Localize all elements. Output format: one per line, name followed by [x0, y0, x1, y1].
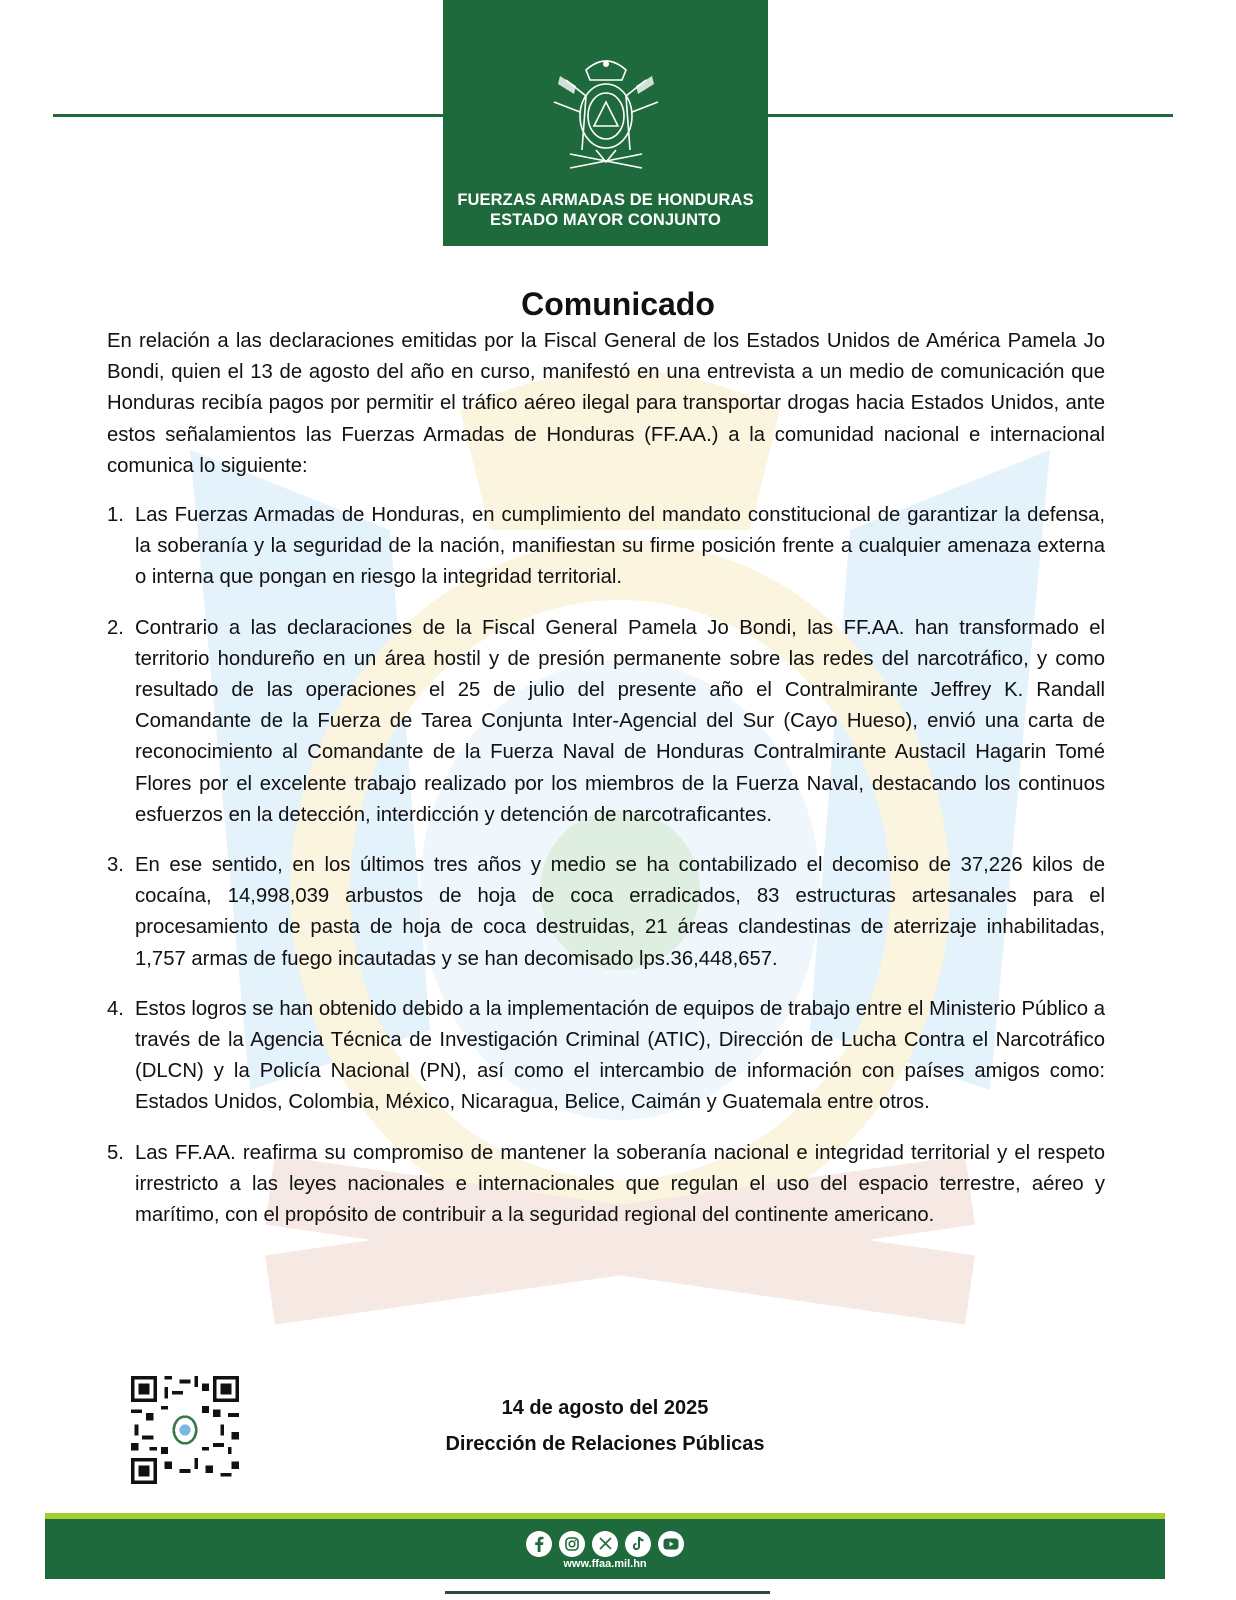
x-icon[interactable] [592, 1531, 618, 1557]
document-body [107, 326, 1105, 1250]
intro-paragraph: En relación a las declaraciones emitidas por la Fiscal General de los Estados Unidos de América Pamela Jo Bondi, quien el 13 de agosto del año en curso, manifestó en una entrevista a un medio de comunicación que Honduras recibía pagos por permitir el tráfico aéreo ilegal para transportar drogas hacia Estados Unidos, ante estos señalamientos las Fuerzas Armadas de Honduras (FF.AA.) a la comunidad nacional e internacional comunica lo siguiente: [107, 330, 1105, 477]
tiktok-icon[interactable] [625, 1531, 651, 1557]
org-name: FUERZAS ARMADAS DE HONDURAS [457, 191, 754, 209]
signature-block [360, 1390, 850, 1462]
qr-code[interactable] [128, 1373, 242, 1487]
header-banner [443, 0, 768, 246]
coat-of-arms-icon [546, 50, 666, 180]
item-number: 4. [107, 997, 124, 1020]
page-title: Comunicado [521, 286, 715, 322]
item-number: 1. [107, 504, 124, 527]
list-item [107, 1138, 1105, 1232]
item-text: Estos logros se han obtenido debido a la implementación de equipos de trabajo entre el Ministerio Público a través de la Agencia Técnica de Investigación Criminal (ATIC), Dirección de Lucha Contra el Narcotráfico (DLCN) y la Policía Nacional (PN), así como el intercambio de información con países amigos como: Estados Unidos, Colombia, México, Nicaragua, Belice, Caimán y Guatemala entre otros. [135, 997, 1105, 1114]
issuing-office: Dirección de Relaciones Públicas [445, 1433, 765, 1455]
statement-list [107, 500, 1105, 1231]
item-number: 5. [107, 1141, 124, 1164]
item-number: 3. [107, 854, 124, 877]
item-text: Las FF.AA. reafirma su compromiso de mantener la soberanía nacional e integridad territorial y el respeto irrestricto a las leyes nacionales e internacionales que regulan el uso del espacio terrestre, aéreo y marítimo, con el propósito de contribuir a la seguridad regional del continente americano. [135, 1141, 1105, 1227]
document-date: 14 de agosto del 2025 [501, 1397, 709, 1419]
social-icons [526, 1531, 684, 1557]
instagram-icon[interactable] [559, 1531, 585, 1557]
org-subname: ESTADO MAYOR CONJUNTO [490, 211, 721, 229]
list-item [107, 500, 1105, 594]
footer-bar [45, 1519, 1165, 1579]
footer-bottom-rule [445, 1591, 770, 1594]
website-link[interactable]: www.ffaa.mil.hn [563, 1557, 647, 1570]
item-text: En ese sentido, en los últimos tres años y medio se ha contabilizado el decomiso de 37,226 kilos de cocaína, 14,998,039 arbustos de hoja de coca erradicados, 83 estructuras artesanales para el procesamiento de pasta de hoja de coca destruidas, 21 áreas clandestinas de aterrizaje inhabilitadas, 1,757 armas de fuego incautadas y se han decomisado lps.36,448,657. [135, 854, 1105, 970]
item-number: 2. [107, 616, 124, 639]
item-text: Contrario a las declaraciones de la Fiscal General Pamela Jo Bondi, las FF.AA. han transformado el territorio hondureño en un área hostil y de presión permanente sobre las redes del narcotráfico, y como resultado de las operaciones el 25 de julio del presente año el Contralmirante Jeffrey K. Randall Comandante de la Fuerza de Tarea Conjunta Inter-Agencial del Sur (Cayo Hueso), envió una carta de reconocimiento al Comandante de la Fuerza Naval de Honduras Contralmirante Austacil Hagarin Tomé Flores por el excelente trabajo realizado por los miembros de la Fuerza Naval, destacando los continuos esfuerzos en la detección, interdicción y detención de narcotraficantes. [135, 616, 1105, 826]
list-item [107, 850, 1105, 975]
qr-code-icon [131, 1376, 239, 1484]
list-item [107, 613, 1105, 831]
youtube-icon[interactable] [658, 1531, 684, 1557]
item-text: Las Fuerzas Armadas de Honduras, en cumplimiento del mandato constitucional de garantizar la defensa, la soberanía y la seguridad de la nación, manifiestan su firme posición frente a cualquier amenaza externa o interna que pongan en riesgo la integridad territorial. [135, 504, 1105, 589]
facebook-icon[interactable] [526, 1531, 552, 1557]
list-item [107, 994, 1105, 1119]
